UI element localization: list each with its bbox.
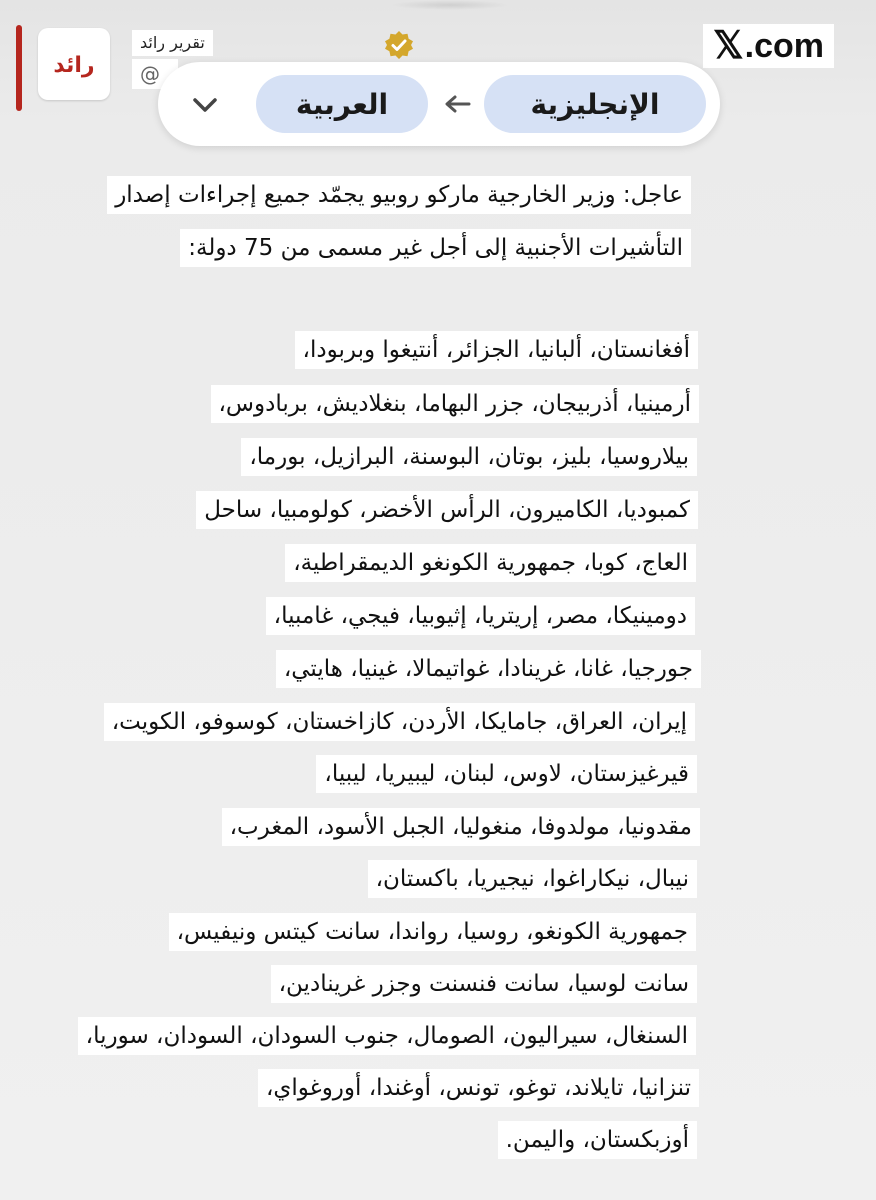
avatar-logo [46,44,102,84]
post-line: سانت لوسيا، سانت فنسنت وجزر غرينادين، [271,965,697,1003]
post-line: أفغانستان، ألبانيا، الجزائر، أنتيغوا وبربودا، [295,331,698,369]
avatar[interactable] [38,28,110,100]
post-line: قيرغيزستان، لاوس، لبنان، ليبيريا، ليبيا، [316,755,697,793]
translation-bar [158,62,720,146]
post-line: مقدونيا، مولدوفا، منغوليا، الجبل الأسود، المغرب، [222,808,700,846]
chevron-down-icon [192,96,218,114]
source-language-label: الإنجليزية [530,87,660,121]
x-logo-icon: 𝕏 [713,25,744,67]
post-line: جورجيا، غانا، غرينادا، غواتيمالا، غينيا، هايتي، [276,650,701,688]
left-arrow-icon [442,92,472,116]
post-line: بيلاروسيا، بليز، بوتان، البوسنة، البرازيل، بورما، [241,438,697,476]
accent-bar [16,25,22,111]
language-dropdown-button[interactable] [184,84,226,126]
site-suffix: .com [744,27,824,65]
post-line: نيبال، نيكاراغوا، نيجيريا، باكستان، [368,860,697,898]
account-handle[interactable]: @ [132,59,178,89]
site-watermark [703,24,834,68]
post-line: إيران، العراق، جامايكا، الأردن، كازاخستان، كوسوفو، الكويت، [104,703,695,741]
source-language-button[interactable] [484,75,706,133]
target-language-button[interactable] [256,75,428,133]
post-line: جمهورية الكونغو، روسيا، رواندا، سانت كيتس ونيفيس، [169,913,696,951]
post-line: أرمينيا، أذربيجان، جزر البهاما، بنغلاديش، بربادوس، [211,385,700,423]
post-line: العاج، كوبا، جمهورية الكونغو الديمقراطية، [285,544,696,582]
post-line: أوزبكستان، واليمن. [498,1121,697,1159]
account-name[interactable]: تقرير رائد [132,30,213,56]
post-line: دومينيكا، مصر، إريتريا، إثيوبيا، فيجي، غامبيا، [266,597,695,635]
svg-text:رائد: رائد [53,53,95,78]
post-line: السنغال، سيراليون، الصومال، جنوب السودان، السودان، سوريا، [78,1017,696,1055]
target-language-label: العربية [295,87,389,121]
post-line: كمبوديا، الكاميرون، الرأس الأخضر، كولومبيا، ساحل [196,491,698,529]
verified-badge-icon [384,30,414,60]
post-line: تنزانيا، تايلاند، توغو، تونس، أوغندا، أوروغواي، [258,1069,699,1107]
post-line: عاجل: وزير الخارجية ماركو روبيو يجمّد جميع إجراءات إصدار [107,176,691,214]
top-edge-shadow [390,0,510,10]
post-line: التأشيرات الأجنبية إلى أجل غير مسمى من 75 دولة: [180,229,691,267]
